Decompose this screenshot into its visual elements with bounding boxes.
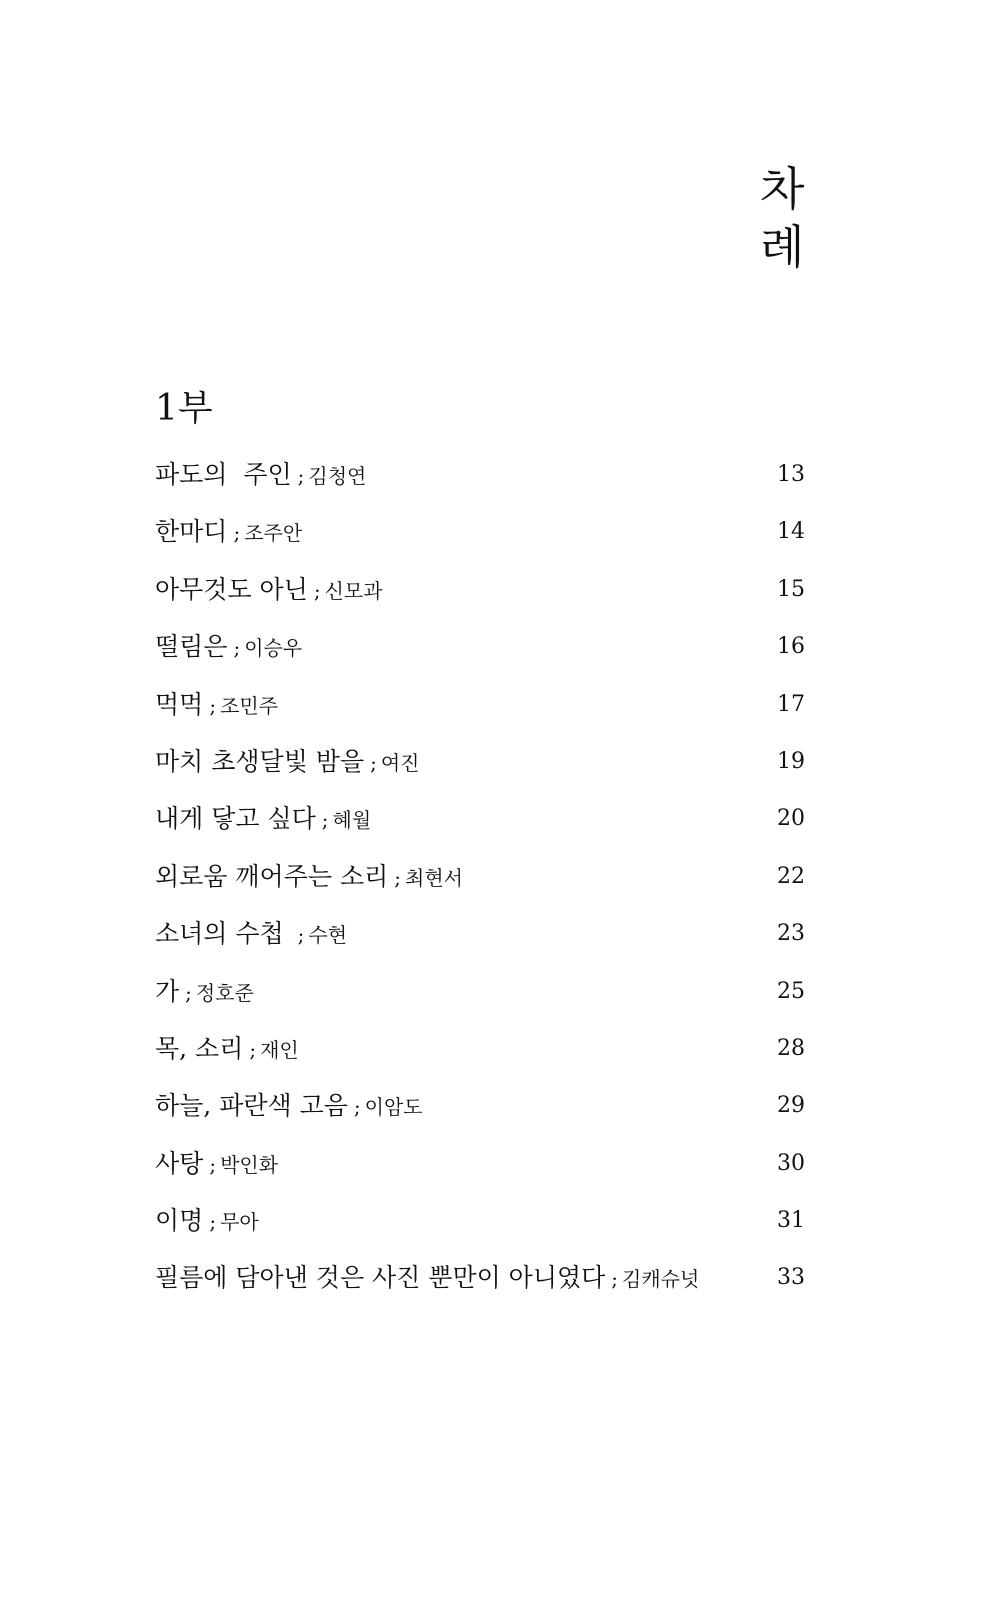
toc-entry bbox=[155, 917, 805, 974]
entry-title: 외로움 깨어주는 소리 bbox=[155, 861, 389, 891]
page-title-char: 차 bbox=[760, 162, 805, 216]
entry-separator: ; bbox=[611, 1267, 619, 1292]
entry-author: 김캐슈넛 bbox=[622, 1267, 700, 1292]
entry-page-number: 16 bbox=[777, 634, 805, 660]
entry-author: 무아 bbox=[220, 1210, 259, 1235]
entry-page-number: 20 bbox=[777, 806, 805, 832]
toc-entry-text bbox=[155, 975, 254, 1010]
table-of-contents bbox=[155, 458, 805, 1319]
toc-entry-text bbox=[155, 515, 302, 550]
entry-separator: ; bbox=[185, 980, 192, 1005]
entry-page-number: 22 bbox=[777, 863, 805, 889]
entry-author: 재인 bbox=[260, 1037, 299, 1062]
entry-title: 소녀의 수첩 bbox=[155, 919, 292, 949]
toc-entry bbox=[155, 1147, 805, 1204]
toc-entry bbox=[155, 458, 805, 515]
entry-separator: ; bbox=[209, 1152, 217, 1177]
toc-entry-text bbox=[155, 802, 371, 837]
entry-author: 여진 bbox=[380, 750, 420, 775]
entry-author: 이암도 bbox=[364, 1095, 423, 1120]
entry-author: 김청연 bbox=[308, 464, 367, 488]
entry-title: 목, 소리 bbox=[155, 1033, 244, 1063]
entry-author: 신모과 bbox=[324, 578, 383, 603]
toc-entry bbox=[155, 1032, 805, 1089]
toc-entry-text bbox=[155, 1089, 423, 1124]
entry-separator: ; bbox=[353, 1095, 361, 1120]
entry-author: 박인화 bbox=[220, 1152, 279, 1177]
toc-entry bbox=[155, 745, 805, 802]
entry-author: 정호준 bbox=[195, 980, 254, 1005]
toc-entry-text bbox=[155, 860, 463, 895]
entry-separator: ; bbox=[209, 1210, 217, 1235]
entry-author: 수현 bbox=[308, 923, 348, 948]
entry-separator: ; bbox=[233, 636, 241, 661]
toc-entry bbox=[155, 860, 805, 917]
entry-page-number: 19 bbox=[777, 748, 805, 774]
toc-entry bbox=[155, 802, 805, 859]
entry-page-number: 25 bbox=[777, 978, 805, 1004]
part-heading: 1부 bbox=[155, 388, 213, 429]
toc-entry-text bbox=[155, 1204, 259, 1239]
toc-entry bbox=[155, 1204, 805, 1261]
entry-page-number: 31 bbox=[777, 1208, 805, 1234]
toc-entry-text bbox=[155, 745, 420, 780]
entry-title: 하늘, 파란색 고음 bbox=[155, 1091, 348, 1121]
entry-separator: ; bbox=[297, 464, 305, 488]
entry-title: 이명 bbox=[155, 1206, 204, 1236]
toc-entry bbox=[155, 975, 805, 1032]
toc-entry-text bbox=[155, 917, 347, 952]
entry-page-number: 28 bbox=[777, 1035, 805, 1061]
page-title bbox=[760, 160, 820, 276]
entry-page-number: 15 bbox=[777, 576, 805, 602]
toc-entry-text bbox=[155, 1032, 299, 1067]
entry-author: 최현서 bbox=[405, 865, 463, 890]
entry-title: 파도의 주인 bbox=[155, 460, 292, 489]
entry-separator: ; bbox=[209, 693, 217, 718]
entry-author: 혜월 bbox=[332, 808, 372, 833]
entry-author: 조민주 bbox=[220, 693, 279, 718]
entry-separator: ; bbox=[233, 521, 241, 546]
entry-title: 사탕 bbox=[155, 1148, 204, 1178]
page-title-char: 례 bbox=[760, 220, 805, 274]
toc-entry bbox=[155, 1261, 805, 1318]
entry-separator: ; bbox=[321, 808, 329, 833]
toc-entry-text bbox=[155, 630, 302, 665]
toc-entry bbox=[155, 688, 805, 745]
toc-entry-text bbox=[155, 1261, 699, 1296]
entry-page-number: 29 bbox=[777, 1093, 805, 1119]
entry-author: 조주안 bbox=[244, 521, 303, 546]
entry-page-number: 23 bbox=[777, 921, 805, 947]
entry-page-number: 33 bbox=[777, 1265, 805, 1291]
entry-title: 떨림은 bbox=[155, 632, 228, 662]
entry-separator: ; bbox=[394, 865, 401, 890]
entry-title: 한마디 bbox=[155, 517, 228, 547]
toc-entry bbox=[155, 630, 805, 687]
toc-entry-text bbox=[155, 573, 383, 608]
entry-separator: ; bbox=[313, 578, 321, 603]
entry-title: 아무것도 아닌 bbox=[155, 574, 308, 604]
toc-entry bbox=[155, 1089, 805, 1146]
entry-page-number: 14 bbox=[777, 519, 805, 545]
toc-entry-text bbox=[155, 1147, 278, 1182]
entry-separator: ; bbox=[370, 750, 377, 775]
entry-title: 먹먹 bbox=[155, 689, 204, 719]
toc-entry bbox=[155, 573, 805, 630]
toc-entry bbox=[155, 515, 805, 572]
entry-page-number: 30 bbox=[777, 1150, 805, 1176]
entry-title: 가 bbox=[155, 976, 180, 1006]
entry-separator: ; bbox=[297, 923, 305, 948]
entry-page-number: 17 bbox=[777, 691, 805, 717]
entry-title: 마치 초생달빛 밤을 bbox=[155, 746, 365, 776]
entry-author: 이승우 bbox=[244, 636, 303, 661]
toc-entry-text bbox=[155, 688, 278, 723]
entry-title: 내게 닿고 싶다 bbox=[155, 804, 316, 834]
entry-separator: ; bbox=[249, 1037, 257, 1062]
entry-page-number: 13 bbox=[777, 462, 805, 487]
entry-title: 필름에 담아낸 것은 사진 뿐만이 아니였다 bbox=[155, 1263, 606, 1293]
toc-entry-text bbox=[155, 458, 366, 493]
